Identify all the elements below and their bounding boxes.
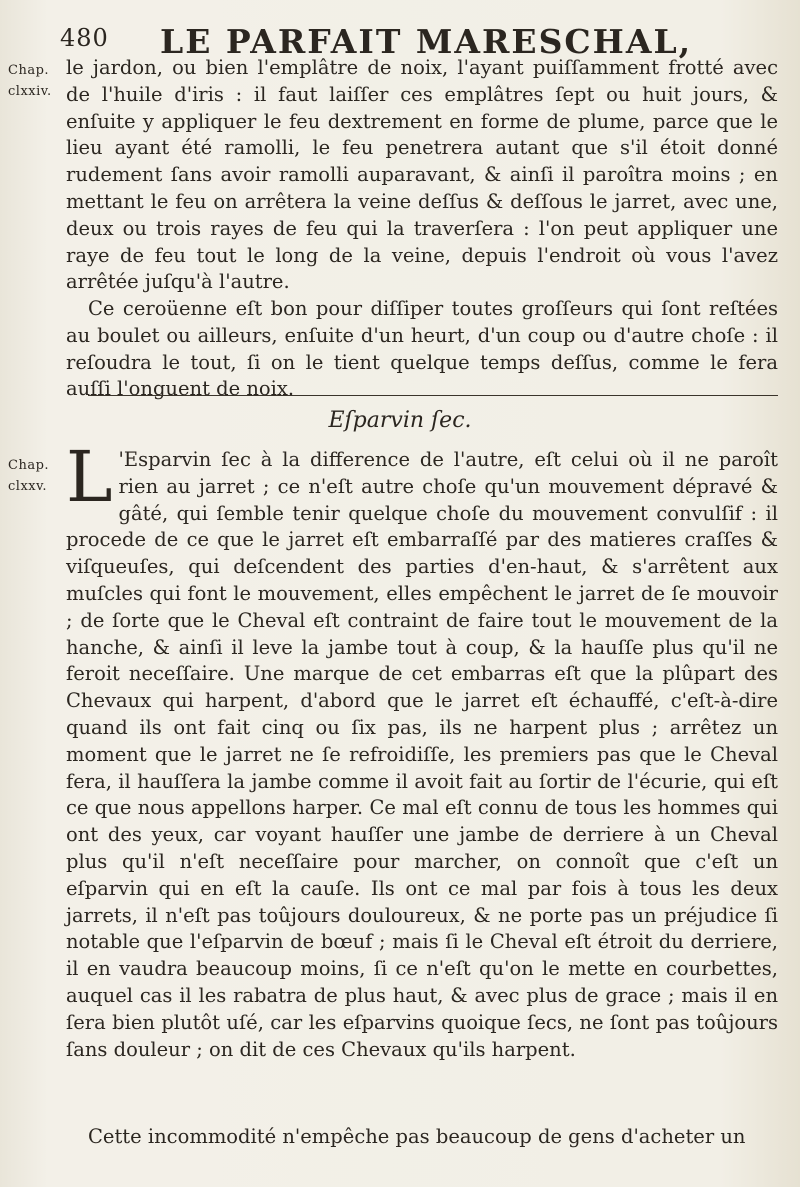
paragraph-text: le jardon, ou bien l'emplâtre de noix, l'ayant puiſſamment frotté avec de l'huile d'iris : il faut laiſſer ces emplâtres ſept ou huit jours, & enſuite y appliquer le feu dextrement en forme de plume, parce que le lieu ayant été ramolli, le feu penetrera autant que s'il étoit donné rudement ſans avoir ramolli auparavant, & ainſi il paroîtra moins ; en mettant le feu on arrêtera la veine deſſus & deſſous le jarret, avec une, deux ou trois rayes de feu qui la traverſera : l'on peut appliquer une raye de feu tout le long de la veine, depuis l'endroit où vous l'avez arrêtée juſqu'à l'autre. (66, 56, 778, 294)
margin-note-chap-174: Chap. clxxiv. (8, 63, 52, 99)
paragraph-continued (66, 55, 778, 296)
margin-note-chap-175: Chap. clxxv. (8, 458, 50, 494)
paragraph-text: Cette incommodité n'empêche pas beaucoup de gens d'acheter un (88, 1125, 746, 1148)
paragraph-ceroenne (66, 296, 778, 403)
section-title: Eſparvin ſec. (328, 408, 472, 433)
running-title: LE PARFAIT MARESCHAL, (160, 22, 693, 61)
drop-cap: L (66, 436, 113, 518)
paragraph-text: Ce ceroüenne eſt bon pour diſſiper toutes groſſeurs qui ſont reſtées au boulet ou ailleurs, enſuite d'un heurt, d'un coup ou d'autre choſe : il reſoudra le tout, ſi on le tient quelque temps deſſus, comme le fera auſſi l'onguent de noix. (66, 297, 778, 401)
paragraph-esparvin (66, 436, 778, 1063)
paragraph-text: 'Esparvin ſec à la difference de l'autre, eſt celui où il ne paroît rien au jarret ; ce n'eſt autre choſe qu'un mouvement dépravé & gâté, qui ſemble tenir quelque choſe du mouvement convulſif : il procede de ce que le jarret eſt embarraſſé par des matieres craſſes & viſqueuſes, qui deſcendent des parties d'en-haut, & s'arrêtent aux muſcles qui font le mouvement, elles empêchent le jarret de ſe mouvoir ; de ſorte que le Cheval eſt contraint de faire tout le mouvement de la hanche, & ainſi il leve la jambe tout à coup, & la hauſſe plus qu'il ne feroit neceſſaire. Une marque de cet embarras eſt que la plûpart des Chevaux qui harpent, d'abord que le jarret eſt échauffé, c'eſt-à-dire quand ils ont fait cinq ou ſix pas, ils ne harpent plus ; arrêtez un moment que le jarret ne ſe refroidiſſe, les premiers pas que le Cheval fera, il hauſſera la jambe comme il avoit fait au ſortir de l'écurie, qui eſt ce que nous appellons harper. Ce mal eſt connu de tous les hommes qui ont des yeux, car voyant hauſſer une jambe de derriere à un Cheval plus qu'il n'eſt neceſſaire pour marcher, on connoît que c'eſt un eſparvin qui en eſt la cauſe. Ils ont ce mal par fois à tous les deux jarrets, il n'eſt pas toûjours douloureux, & ne porte pas un préjudice ſi notable que l'eſparvin de bœuf ; mais ſi le Cheval eſt étroit du derriere, il en vaudra beaucoup moins, ſi ce n'eſt qu'on le mette en courbettes, auquel cas il les rabatra de plus haut, & avec plus de grace ; mais il en ſera bien plutôt uſé, car les eſparvins quoique ſecs, ne ſont pas toûjours ſans douleur ; on dit de ces Chevaux qu'ils harpent. (66, 448, 778, 1061)
paragraph-incommodite (66, 1124, 778, 1151)
page-number: 480 (60, 24, 109, 52)
section-divider (88, 395, 778, 396)
